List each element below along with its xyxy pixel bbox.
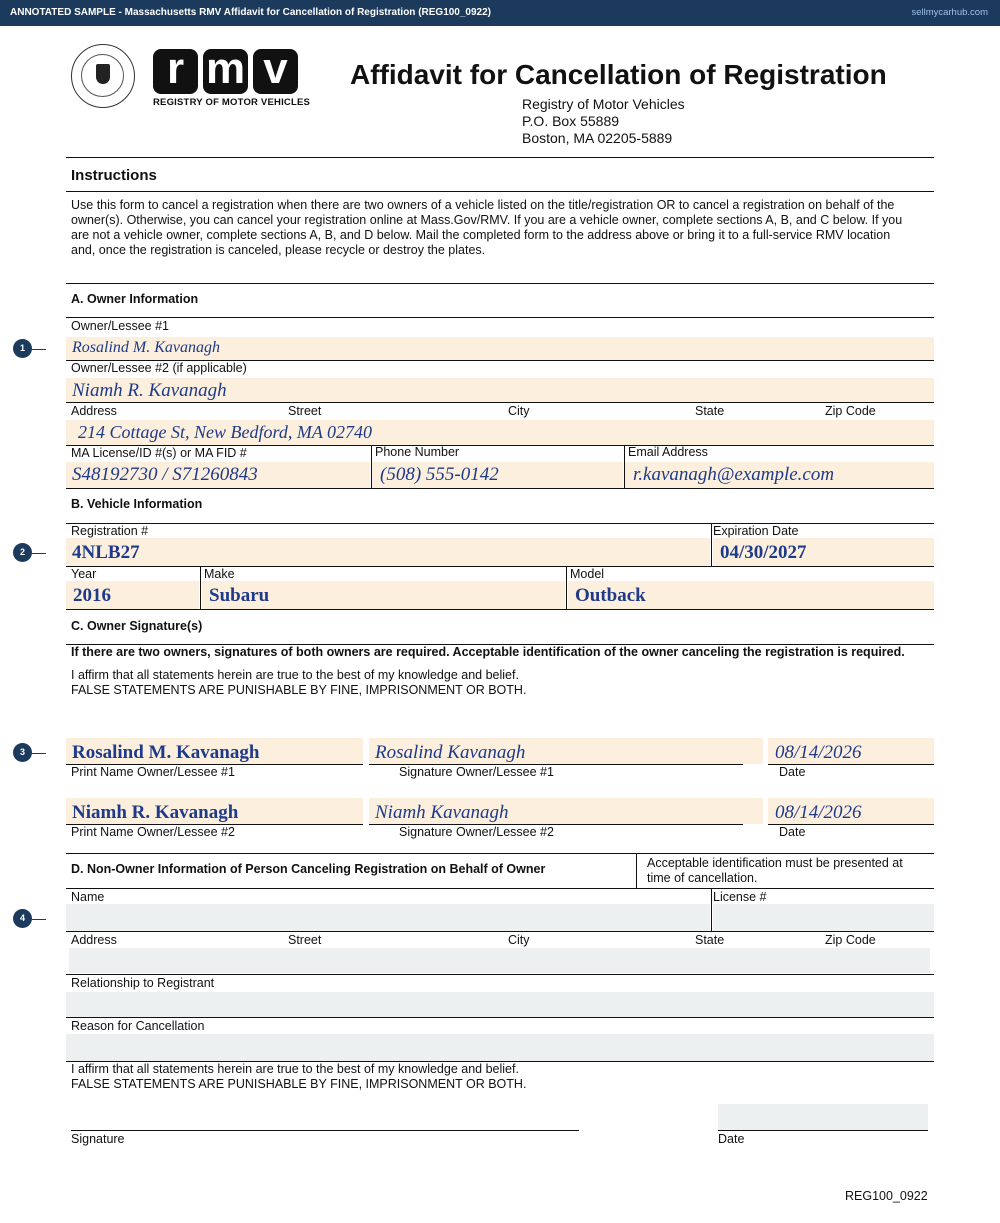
section-b-heading: B. Vehicle Information (71, 497, 203, 511)
instructions-line-2: owner(s). Otherwise, you can cancel your registration online at Mass.Gov/RMV. If you are a vehicle owner, complete sections A, B, and C below. If you (71, 213, 903, 227)
banner-title: ANNOTATED SAMPLE - Massachusetts RMV Affidavit for Cancellation of Registration (REG100_0922) (10, 7, 492, 18)
address-label: Address (71, 404, 117, 418)
form-id: REG100_0922 (845, 1189, 928, 1203)
owner2-value: Niamh R. Kavanagh (72, 380, 227, 401)
date-1-label: Date (779, 765, 806, 779)
address-line-2: P.O. Box 55889 (522, 113, 620, 129)
callout-marker-3: 3 (13, 743, 32, 762)
license-value: S48192730 / S71260843 (72, 464, 258, 485)
nonowner-license-label: License # (713, 890, 767, 904)
instructions-line-4: and, once the registration is canceled, please recycle or destroy the plates. (71, 243, 486, 257)
section-d-affirm-1: I affirm that all statements herein are true to the best of my knowledge and belief. (71, 1062, 519, 1076)
section-d-heading: D. Non-Owner Information of Person Canceling Registration on Behalf of Owner (71, 862, 546, 876)
sample-banner (0, 0, 1000, 26)
city-label: City (508, 404, 530, 418)
date-1-value: 08/14/2026 (775, 742, 862, 763)
rmv-logo-caption: REGISTRY OF MOTOR VEHICLES (153, 97, 311, 108)
callout-marker-1: 1 (13, 339, 32, 358)
expiration-label: Expiration Date (713, 524, 799, 538)
rmv-logo-r: r (153, 49, 198, 94)
rmv-logo-v: v (253, 49, 298, 94)
relationship-label: Relationship to Registrant (71, 976, 215, 990)
signature-2-label: Signature Owner/Lessee #2 (399, 825, 554, 839)
expiration-value: 04/30/2027 (720, 542, 807, 563)
section-d-note-1: Acceptable identification must be presented at (647, 856, 903, 870)
model-value: Outback (575, 585, 646, 606)
nonowner-name-label: Name (71, 890, 105, 904)
make-label: Make (204, 567, 235, 581)
date-2-label: Date (779, 825, 806, 839)
registration-label: Registration # (71, 524, 149, 538)
print-name-2-label: Print Name Owner/Lessee #2 (71, 825, 235, 839)
callout-marker-2: 2 (13, 543, 32, 562)
nonowner-zip-label: Zip Code (825, 933, 876, 947)
massachusetts-seal-icon (71, 44, 135, 108)
year-value: 2016 (73, 585, 111, 606)
date-2-value: 08/14/2026 (775, 802, 862, 823)
print-name-2-value: Niamh R. Kavanagh (72, 802, 239, 823)
nonowner-name-field[interactable] (66, 904, 710, 931)
phone-label: Phone Number (375, 445, 460, 459)
model-label: Model (570, 567, 605, 581)
nonowner-signature-label: Signature (71, 1132, 125, 1146)
address-line-3: Boston, MA 02205-5889 (522, 130, 673, 146)
street-label: Street (288, 404, 322, 418)
section-c-affirm-1: I affirm that all statements herein are true to the best of my knowledge and belief. (71, 668, 519, 682)
owner2-label: Owner/Lessee #2 (if applicable) (71, 361, 247, 375)
nonowner-state-label: State (695, 933, 725, 947)
year-label: Year (71, 567, 97, 581)
reason-field[interactable] (66, 1034, 934, 1061)
section-a-heading: A. Owner Information (71, 292, 199, 306)
email-label: Email Address (628, 445, 708, 459)
owner1-value: Rosalind M. Kavanagh (72, 339, 220, 356)
phone-value: (508) 555-0142 (380, 464, 499, 485)
license-label: MA License/ID #(s) or MA FID # (71, 446, 247, 460)
print-name-1-value: Rosalind M. Kavanagh (72, 742, 260, 763)
signature-1-value: Rosalind Kavanagh (375, 742, 526, 763)
signature-1-label: Signature Owner/Lessee #1 (399, 765, 554, 779)
section-c-notice: If there are two owners, signatures of both owners are required. Acceptable identification of the owner canceling the registration is required. (71, 645, 905, 659)
registration-field[interactable] (66, 538, 710, 566)
email-value: r.kavanagh@example.com (633, 464, 835, 485)
nonowner-signature-line[interactable] (71, 1130, 579, 1131)
banner-site-link[interactable]: sellmycarhub.com (911, 7, 988, 18)
make-value: Subaru (209, 585, 270, 606)
section-c-heading: C. Owner Signature(s) (71, 619, 203, 633)
relationship-field[interactable] (66, 992, 934, 1017)
signature-2-value: Niamh Kavanagh (375, 802, 509, 823)
address-line-1: Registry of Motor Vehicles (522, 96, 685, 112)
section-d-note-2: time of cancellation. (647, 871, 758, 885)
rmv-logo-m: m (203, 49, 248, 94)
zip-label: Zip Code (825, 404, 876, 418)
instructions-line-3: are not a vehicle owner, complete sections A, B, and D below. Mail the completed form to the address above or bring it to a full-service RMV location (71, 228, 891, 242)
owner1-label: Owner/Lessee #1 (71, 319, 169, 333)
reason-label: Reason for Cancellation (71, 1019, 205, 1033)
nonowner-address-field[interactable] (69, 948, 930, 973)
nonowner-date-field[interactable] (718, 1104, 928, 1130)
nonowner-license-field[interactable] (713, 904, 934, 931)
nonowner-date-label: Date (718, 1132, 745, 1146)
form-title: Affidavit for Cancellation of Registration (350, 59, 887, 90)
section-d-affirm-2: FALSE STATEMENTS ARE PUNISHABLE BY FINE, IMPRISONMENT OR BOTH. (71, 1077, 527, 1091)
instructions-heading: Instructions (71, 167, 157, 184)
callout-marker-4: 4 (13, 909, 32, 928)
address-value: 214 Cottage St, New Bedford, MA 02740 (78, 422, 372, 442)
registration-value: 4NLB27 (72, 542, 140, 563)
state-label: State (695, 404, 725, 418)
section-c-affirm-2: FALSE STATEMENTS ARE PUNISHABLE BY FINE, IMPRISONMENT OR BOTH. (71, 683, 527, 697)
print-name-1-label: Print Name Owner/Lessee #1 (71, 765, 235, 779)
nonowner-address-label: Address (71, 933, 117, 947)
instructions-line-1: Use this form to cancel a registration when there are two owners of a vehicle listed on the title/registration OR to cancel a registration on behalf of the (71, 198, 895, 212)
nonowner-street-label: Street (288, 933, 322, 947)
nonowner-city-label: City (508, 933, 530, 947)
